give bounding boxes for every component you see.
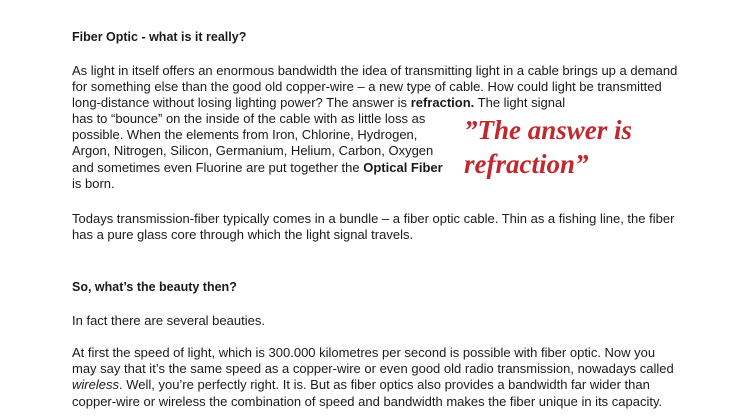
born-text: is born.	[72, 175, 115, 191]
intro-text: As light in itself offers an enormous bandwidth the idea of transmitting light in a cable brings up a demand for something else than the good old copper-wire – a new type of cable. How could light be transmitted long-distance without losing lighting power? The answer is	[72, 63, 678, 111]
speed-text: At first the speed of light, which is 300.000 kilometres per second is possible with fiber optic. Now you may say that it’s the same speed as a copper-wire or even good old radio transmission, nowadays called	[72, 345, 674, 377]
transmission-paragraph: Todays transmission-fiber typically comes in a bundle – a fiber optic cable. Thin as a fishing line, the fiber has a pure glass core through which the light signal travels.	[72, 211, 675, 243]
speed-text-end: . Well, you’re perfectly right. It is. But as fiber optics also provides a bandwidth far wider than copper-wire or wireless the combination of speed and bandwidth makes the fiber unique in its capacity.	[72, 377, 663, 409]
heading-beauty: So, what’s the beauty then?	[72, 280, 237, 294]
optical-fiber-paragraph	[72, 111, 452, 192]
beauties-paragraph: In fact there are several beauties.	[72, 313, 265, 328]
optical-fiber-bold: Optical Fiber	[363, 159, 443, 175]
intro-text-end: The light signal	[474, 95, 566, 111]
speed-paragraph	[72, 345, 682, 410]
refraction-bold: refraction.	[410, 95, 475, 111]
wireless-italic: wireless	[72, 377, 119, 393]
pull-quote: ”The answer is refraction”	[464, 115, 633, 179]
elements-text: has to “bounce” on the inside of the cable with as little loss as possible. When the elements from Iron, Chlorine, Hydrogen, Argon, Nitrogen, Silicon, Germanium, Helium, Carbon, Oxygen and sometimes even Fluorine are put together the	[72, 111, 434, 175]
intro-paragraph	[72, 63, 682, 112]
heading-fiber-optic: Fiber Optic - what is it really?	[72, 30, 247, 44]
